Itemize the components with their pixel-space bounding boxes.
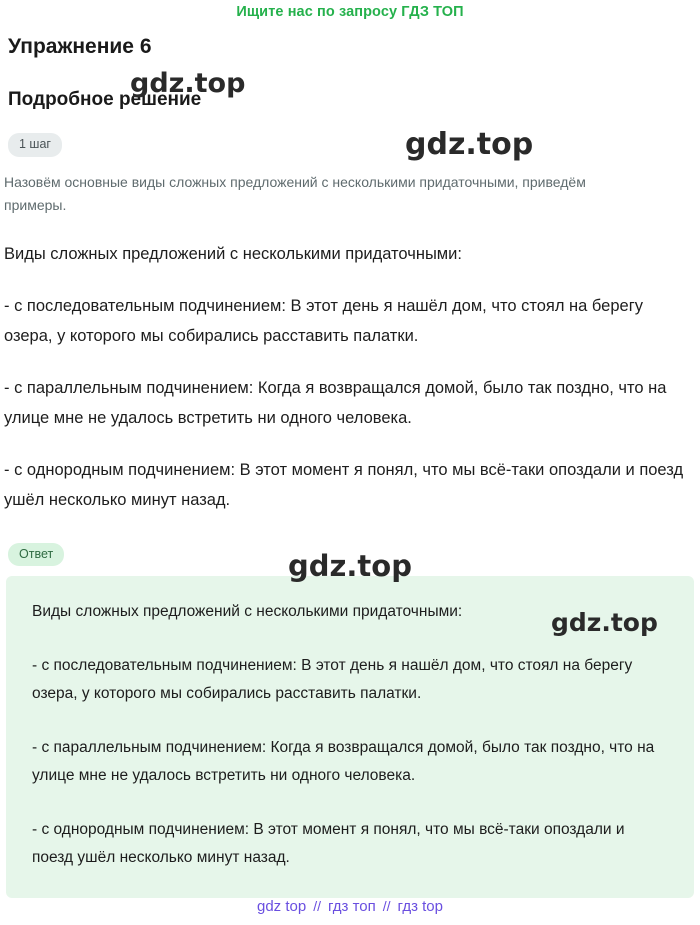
answer-paragraph: - с параллельным подчинением: Когда я возвращался домой, было так поздно, что на улице мне не удалось встретить ни одного человека.	[32, 739, 655, 784]
solution-intro: Назовём основные виды сложных предложений с несколькими придаточными, приведём примеры.	[4, 173, 586, 213]
answer-badge: Ответ	[8, 543, 64, 567]
footer-link-gdz-top-mixed[interactable]: гдз top	[397, 898, 443, 915]
footer-links	[0, 898, 700, 915]
answer-paragraph: Виды сложных предложений с несколькими придаточными:	[32, 603, 463, 620]
solution-heading: Подробное решение	[8, 89, 202, 110]
answer-paragraph: - с последовательным подчинением: В этот день я нашёл дом, что стоял на берегу озера, у которого мы собирались расставить палатки.	[32, 657, 633, 702]
watermark: gdz.top	[405, 127, 534, 162]
footer-link-gdz-top[interactable]: gdz top	[257, 898, 307, 915]
footer-link-gdz-top-ru[interactable]: гдз топ	[328, 898, 376, 915]
answer-badge-wrap	[8, 543, 700, 567]
footer-separator: //	[382, 898, 391, 914]
answer-block	[6, 576, 694, 898]
footer-separator: //	[313, 898, 321, 914]
step-badge: 1 шаг	[8, 133, 62, 157]
step-badge-wrap	[8, 133, 700, 157]
promo-banner: Ищите нас по запросу ГДЗ ТОП	[236, 4, 464, 20]
solution-paragraph: - с последовательным подчинением: В этот день я нашёл дом, что стоял на берегу озера, у которого мы собирались расставить палатки.	[4, 296, 643, 345]
solution-paragraph: Виды сложных предложений с несколькими придаточными:	[4, 244, 462, 263]
page-title: Упражнение 6	[8, 35, 152, 58]
solution-paragraph: - с однородным подчинением: В этот момент я понял, что мы всё-таки опоздали и поезд ушёл несколько минут назад.	[4, 460, 684, 509]
watermark: gdz.top	[551, 608, 658, 637]
solution-paragraph: - с параллельным подчинением: Когда я возвращался домой, было так поздно, что на улице мне не удалось встретить ни одного человека.	[4, 378, 667, 427]
watermark: gdz.top	[288, 549, 412, 583]
answer-paragraph: - с однородным подчинением: В этот момент я понял, что мы всё-таки опоздали и поезд ушёл несколько минут назад.	[32, 821, 625, 866]
watermark: gdz.top	[130, 68, 246, 99]
